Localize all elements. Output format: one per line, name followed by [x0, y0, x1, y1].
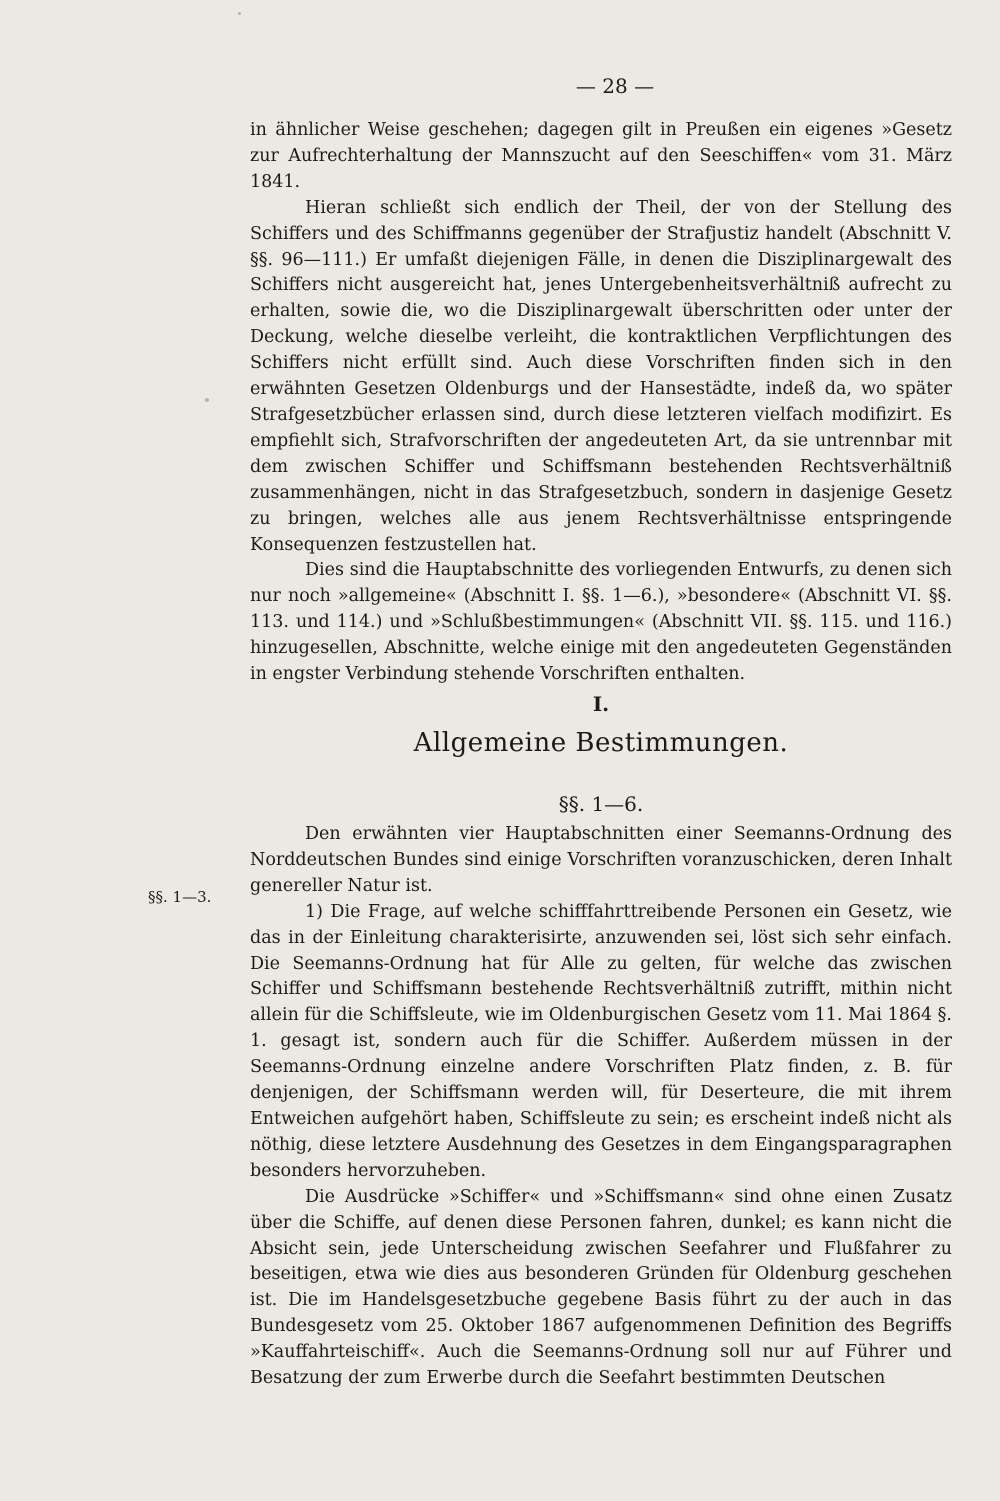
top-text-block: [250, 118, 952, 688]
margin-note: §§. 1—3.: [148, 888, 212, 906]
section-title: Allgemeine Bestimmungen.: [413, 728, 789, 758]
paper-speck: [238, 12, 241, 15]
section-number: I.: [592, 692, 610, 716]
paragraph: in ähnlicher Weise geschehen; dagegen gilt in Preußen ein eigenes »Gesetz zur Aufrechterhaltung der Mannszucht auf den Seeschiffen« vom 31. März 1841.: [250, 120, 952, 192]
paragraph: Dies sind die Hauptabschnitte des vorliegenden Entwurfs, zu denen sich nur noch »allgemeine« (Abschnitt I. §§. 1—6.), »besondere« (Abschnitt VI. §§. 113. und 114.) und »Schlußbestimmungen« (Abschnitt VII. §§. 115. und 116.) hinzugesellen, Abschnitte, welche einige mit den angedeuteten Gegenständen in engster Verbindung stehende Vorschriften enthalten.: [250, 560, 952, 685]
paper-speck: [205, 398, 209, 402]
paragraph: Die Ausdrücke »Schiffer« und »Schiffsmann« sind ohne einen Zusatz über die Schiffe, auf denen diese Personen fahren, dunkel; es kann nicht die Absicht sein, jede Unterscheidung zwischen Seefahrer und Flußfahrer zu beseitigen, etwa wie dies aus besonderen Gründen für Oldenburg geschehen ist. Die im Handelsgesetzbuche gegebene Basis führt zu der auch in das Bundesgesetz vom 25. Oktober 1867 aufgenommenen Definition des Begriffs »Kauffahrteischiff«. Auch die Seemanns-Ordnung soll nur auf Führer und Besatzung der zum Erwerbe durch die Seefahrt bestimmten Deutschen: [250, 1186, 952, 1389]
paragraph: Hieran schließt sich endlich der Theil, der von der Stellung des Schiffers und des Schiffmanns gegenüber der Strafjustiz handelt (Abschnitt V. §§. 96—111.) Er umfaßt diejenigen Fälle, in denen die Disziplinargewalt des Schiffers nicht ausgereicht hat, jenes Untergebenheitsverhältniß aufrecht zu erhalten, sowie die, wo die Disziplinargewalt überschritten oder unter der Deckung, welche dieselbe verleiht, die kontraktlichen Verpflichtungen des Schiffers nicht erfüllt sind. Auch diese Vorschriften finden sich in den erwähnten Gesetzen Oldenburgs und der Hansestädte, indeß da, wo später Strafgesetzbücher erlassen sind, durch diese letzteren vielfach modifizirt. Es empfiehlt sich, Strafvorschriften der angedeuteten Art, da sie untrennbar mit dem zwischen Schiffer und Schiffsmann bestehenden Rechtsverhältniß zusammenhängen, nicht in das Strafgesetzbuch, sondern in dasjenige Gesetz zu bringen, welches alle aus jenem Rechtsverhältnisse entspringende Konsequenzen festzustellen hat.: [250, 197, 952, 555]
paragraph: Den erwähnten vier Hauptabschnitten einer Seemanns-Ordnung des Norddeutschen Bundes sind einige Vorschriften voranzuschicken, deren Inhalt genereller Natur ist.: [250, 824, 952, 896]
paragraph: 1) Die Frage, auf welche schifffahrttreibende Personen ein Gesetz, wie das in der Einleitung charakterisirte, anzuwenden sei, löst sich sehr einfach. Die Seemanns-Ordnung hat für Alle zu gelten, für welche das zwischen Schiffer und Schiffsmann bestehende Rechtsverhältniß zutrifft, mithin nicht allein für die Schiffsleute, wie im Oldenburgischen Gesetz vom 11. Mai 1864 §. 1. gesagt ist, sondern auch für die Schiffer. Außerdem müssen in der Seemanns-Ordnung einzelne andere Vorschriften Platz finden, z. B. für denjenigen, der Schiffsmann werden will, für Deserteure, die mit ihrem Entweichen aufgehört haben, Schiffsleute zu sein; es erscheint indeß nicht als nöthig, diese letztere Ausdehnung des Gesetzes in dem Eingangsparagraphen besonders hervorzuheben.: [250, 901, 952, 1181]
bottom-text-block: [250, 822, 952, 1392]
page-number: — 28 —: [575, 74, 655, 98]
paragraph-range: §§. 1—6.: [558, 792, 644, 816]
